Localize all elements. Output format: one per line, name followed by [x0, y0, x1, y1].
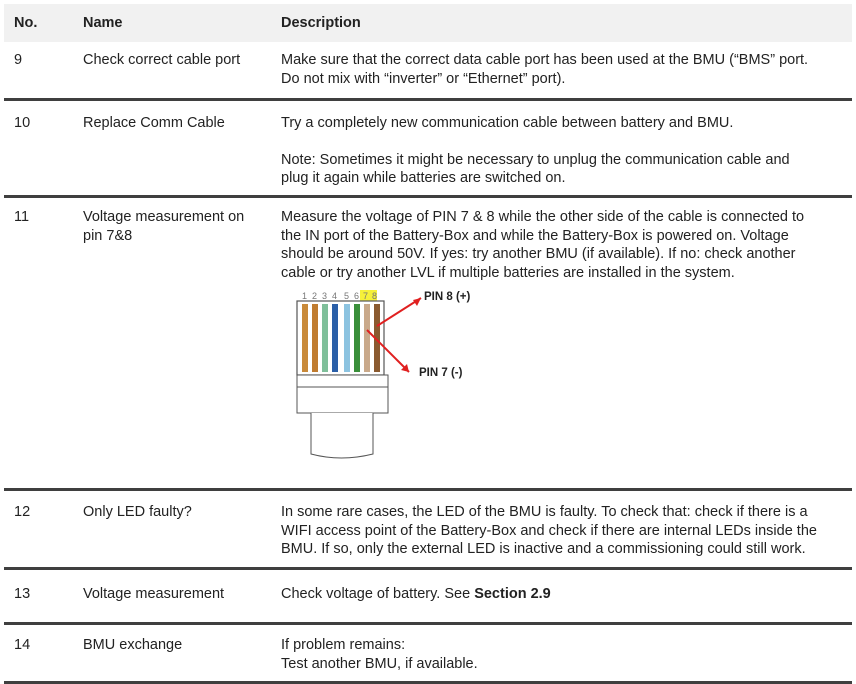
table-header — [4, 4, 852, 42]
desc-line: Measure the voltage of PIN 7 & 8 while the other side of the cable is connected to — [281, 209, 805, 225]
row-description — [281, 585, 852, 622]
desc-line: should be around 50V. If yes: try another BMU (if available). If no: check another — [281, 246, 796, 262]
row-name: Only LED faulty? — [83, 504, 192, 520]
rj45-pinout-figure — [281, 284, 521, 469]
table-row — [4, 570, 852, 625]
row-no: 14 — [14, 637, 31, 653]
row-name: Voltage measurement — [83, 586, 225, 602]
desc-line: Test another BMU, if available. — [281, 655, 478, 672]
desc-line: Make sure that the correct data cable port has been used at the BMU (“BMS” port. — [281, 52, 809, 68]
svg-text:7: 7 — [363, 291, 369, 301]
troubleshooting-table — [4, 4, 852, 684]
note-line: Note: Sometimes it might be necessary to unplug the communication cable and — [281, 151, 790, 168]
svg-text:3: 3 — [322, 291, 328, 301]
row-name: BMU exchange — [83, 637, 183, 653]
desc-line: Do not mix with “inverter” or “Ethernet” port). — [281, 70, 566, 87]
pin7-label: PIN 7 (-) — [419, 367, 463, 379]
row-no: 9 — [14, 52, 23, 68]
rj45-connector-icon — [281, 284, 521, 469]
desc-line: BMU. If so, only the external LED is inactive and a commissioning could still work. — [281, 541, 806, 557]
pin8-label: PIN 8 (+) — [424, 291, 471, 303]
section-reference: Section 2.9 — [474, 586, 551, 602]
row-name: Replace Comm Cable — [83, 115, 225, 131]
svg-text:2: 2 — [312, 291, 318, 301]
desc-line: cable or try another LVL if multiple batteries are installed in the system. — [281, 264, 735, 281]
table-row — [4, 101, 852, 198]
row-description — [281, 208, 852, 488]
svg-text:5: 5 — [344, 291, 350, 301]
row-description — [281, 636, 852, 681]
name-line: Voltage measurement on — [83, 209, 245, 225]
name-line: pin 7&8 — [83, 227, 133, 244]
row-name — [83, 208, 281, 488]
row-no: 12 — [14, 504, 31, 520]
row-no: 11 — [14, 209, 30, 225]
desc-line: In some rare cases, the LED of the BMU is faulty. To check that: check if there is a — [281, 504, 808, 520]
desc-line: Try a completely new communication cable between battery and BMU. — [281, 115, 734, 131]
table-row — [4, 42, 852, 101]
svg-text:6: 6 — [354, 291, 360, 301]
row-description — [281, 114, 852, 195]
desc-line: If problem remains: — [281, 637, 406, 653]
header-name: Name — [83, 15, 123, 31]
svg-text:1: 1 — [302, 291, 308, 301]
table-row — [4, 625, 852, 684]
row-no: 13 — [14, 586, 31, 602]
row-no: 10 — [14, 115, 31, 131]
desc-line: the IN port of the Battery-Box and while the Battery-Box is powered on. Voltage — [281, 227, 789, 244]
row-description — [281, 51, 852, 98]
desc-line: WIFI access point of the Battery-Box and check if there are internal LEDs inside the — [281, 522, 817, 539]
note-line: plug it again while batteries are switched on. — [281, 170, 566, 186]
svg-text:8: 8 — [372, 291, 378, 301]
row-name: Check correct cable port — [83, 52, 241, 68]
table-row — [4, 198, 852, 491]
desc-text: Check voltage of battery. See — [281, 586, 475, 602]
svg-text:4: 4 — [332, 291, 338, 301]
header-no: No. — [14, 15, 38, 31]
row-description — [281, 503, 852, 567]
table-row — [4, 491, 852, 570]
header-description: Description — [281, 15, 361, 31]
